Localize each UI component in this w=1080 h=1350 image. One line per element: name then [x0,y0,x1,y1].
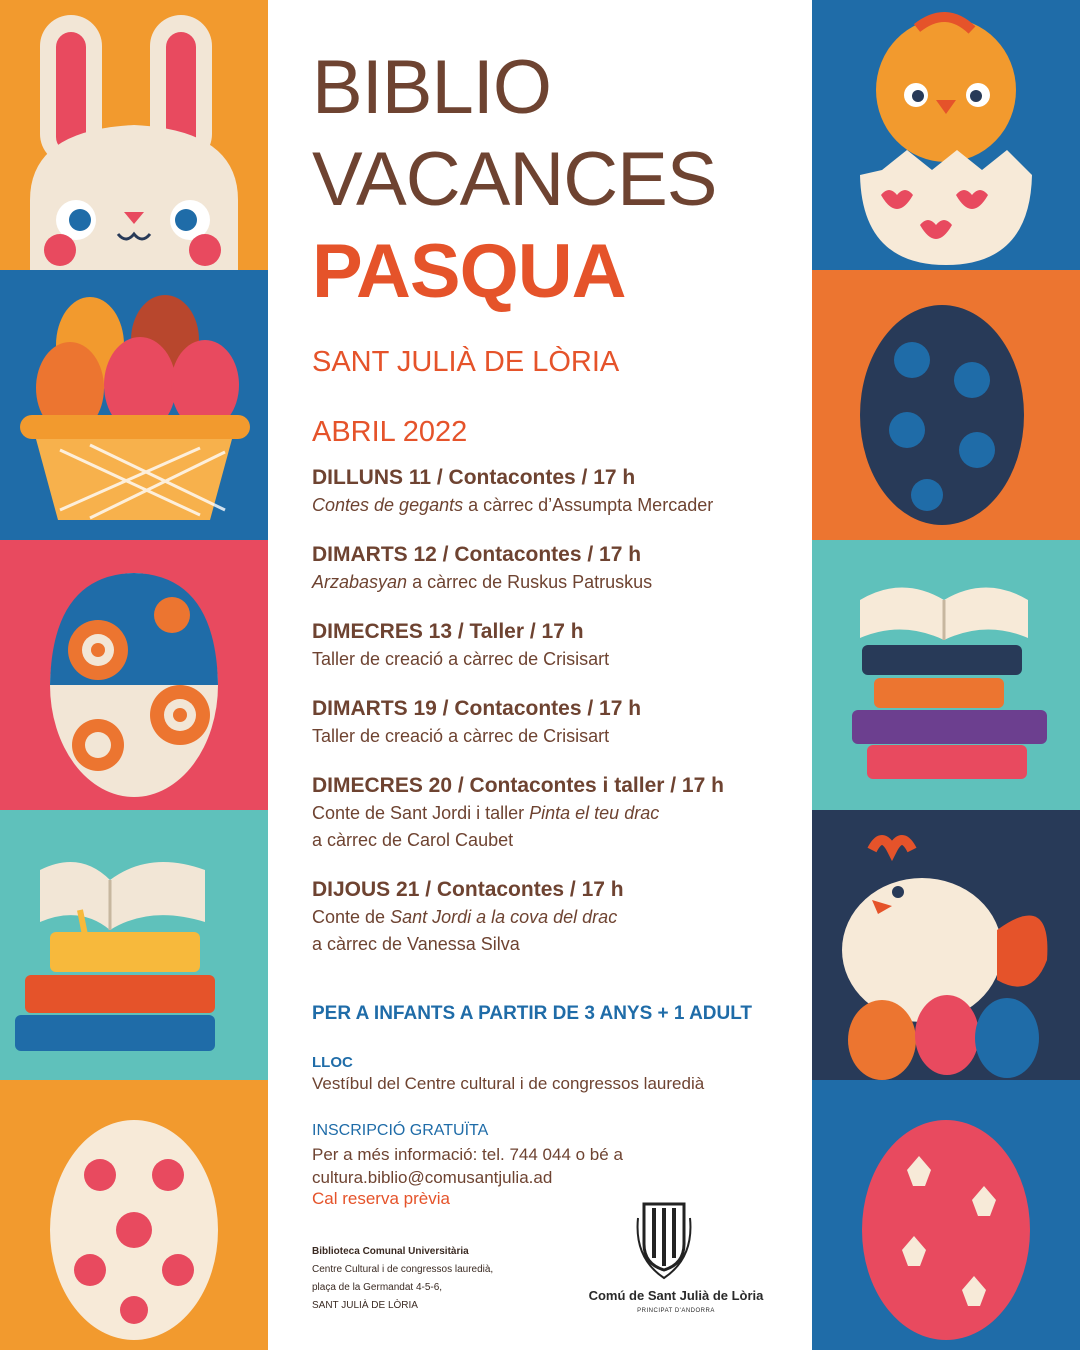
event-item [312,772,792,854]
address-line: SANT JULIÀ DE LÒRIA [312,1300,418,1311]
event-description-line2: a càrrec de Carol Caubet [312,830,514,850]
bunny-pattern-egg-icon [812,270,1080,540]
event-heading: DIMARTS 12 / Contacontes / 17 h [312,543,642,566]
tulip-egg-icon [812,1080,1080,1350]
place-heading: SANT JULIÀ DE LÒRIA [312,346,620,378]
event-heading: DILLUNS 11 / Contacontes / 17 h [312,466,636,489]
event-description: Taller de creació a càrrec de Crisisart [312,649,610,669]
event-list [312,464,792,980]
address-line: plaça de la Germandat 4-5-6, [312,1282,443,1293]
open-book-stack-icon [812,540,1080,810]
egg-basket-tile [0,270,268,540]
info-line: Per a més informació: tel. 744 044 o bé a [312,1145,623,1164]
event-heading: DIMECRES 13 / Taller / 17 h [312,620,584,643]
email-link[interactable]: cultura.biblio@comusantjulia.ad [312,1168,553,1187]
poster-content [268,0,812,1350]
address-line: Centre Cultural i de congressos lauredià, [312,1264,494,1275]
organizer-name: Comú de Sant Julià de Lòria [588,1288,764,1303]
library-address [312,1243,493,1315]
tulip-egg-tile [812,1080,1080,1350]
registration-info [312,1143,623,1189]
event-heading: DIMARTS 19 / Contacontes / 17 h [312,697,642,720]
chick-in-egg-icon [812,0,1080,270]
title-line-1: BIBLIO [312,45,551,130]
event-heading: DIJOUS 21 / Contacontes / 17 h [312,878,624,901]
event-description: Contes de gegants a càrrec d’Assumpta Mercader [312,495,714,515]
organizer-subtitle: PRINCIPAT D'ANDORRA [637,1308,715,1314]
event-description-line2: a càrrec de Vanessa Silva [312,934,520,954]
event-item [312,464,792,519]
flower-egg-tile [0,540,268,810]
bunny-pattern-egg-tile [812,270,1080,540]
event-description: Conte de Sant Jordi a la cova del drac [312,907,618,927]
event-description: Taller de creació a càrrec de Crisisart [312,726,610,746]
bunny-tile [0,0,268,270]
registration-label: INSCRIPCIÓ GRATUÏTA [312,1122,489,1139]
event-item [312,876,792,958]
reservation-note: Cal reserva prèvia [312,1189,450,1208]
chick-tile [812,0,1080,270]
location-value: Vestíbul del Centre cultural i de congressos lauredià [312,1074,705,1093]
audience-note: PER A INFANTS A PARTIR DE 3 ANYS + 1 ADULT [312,1003,753,1024]
event-heading: DIMECRES 20 / Contacontes i taller / 17 h [312,774,724,797]
red-flower-egg-tile [0,1080,268,1350]
book-stack-icon [0,810,268,1080]
bunny-icon [0,0,268,270]
location-label: LLOC [312,1054,353,1071]
coat-of-arms-icon [634,1198,694,1282]
flower-egg-icon [0,540,268,810]
red-flower-egg-icon [0,1080,268,1350]
open-book-stack-tile [812,540,1080,810]
title-line-2: VACANCES [312,137,717,222]
event-description: Arzabasyan a càrrec de Ruskus Patruskus [312,572,653,592]
hen-with-eggs-icon [812,810,1080,1080]
right-illustration-column [812,0,1080,1350]
hen-tile [812,810,1080,1080]
event-item [312,618,792,673]
left-illustration-column [0,0,268,1350]
library-name: Biblioteca Comunal Universitària [312,1246,469,1257]
book-stack-tile [0,810,268,1080]
event-item [312,695,792,750]
month-heading: ABRIL 2022 [312,416,468,448]
egg-basket-icon [0,270,268,540]
title-line-3: PASQUA [312,229,626,314]
event-description: Conte de Sant Jordi i taller Pinta el teu drac [312,803,660,823]
event-item [312,541,792,596]
